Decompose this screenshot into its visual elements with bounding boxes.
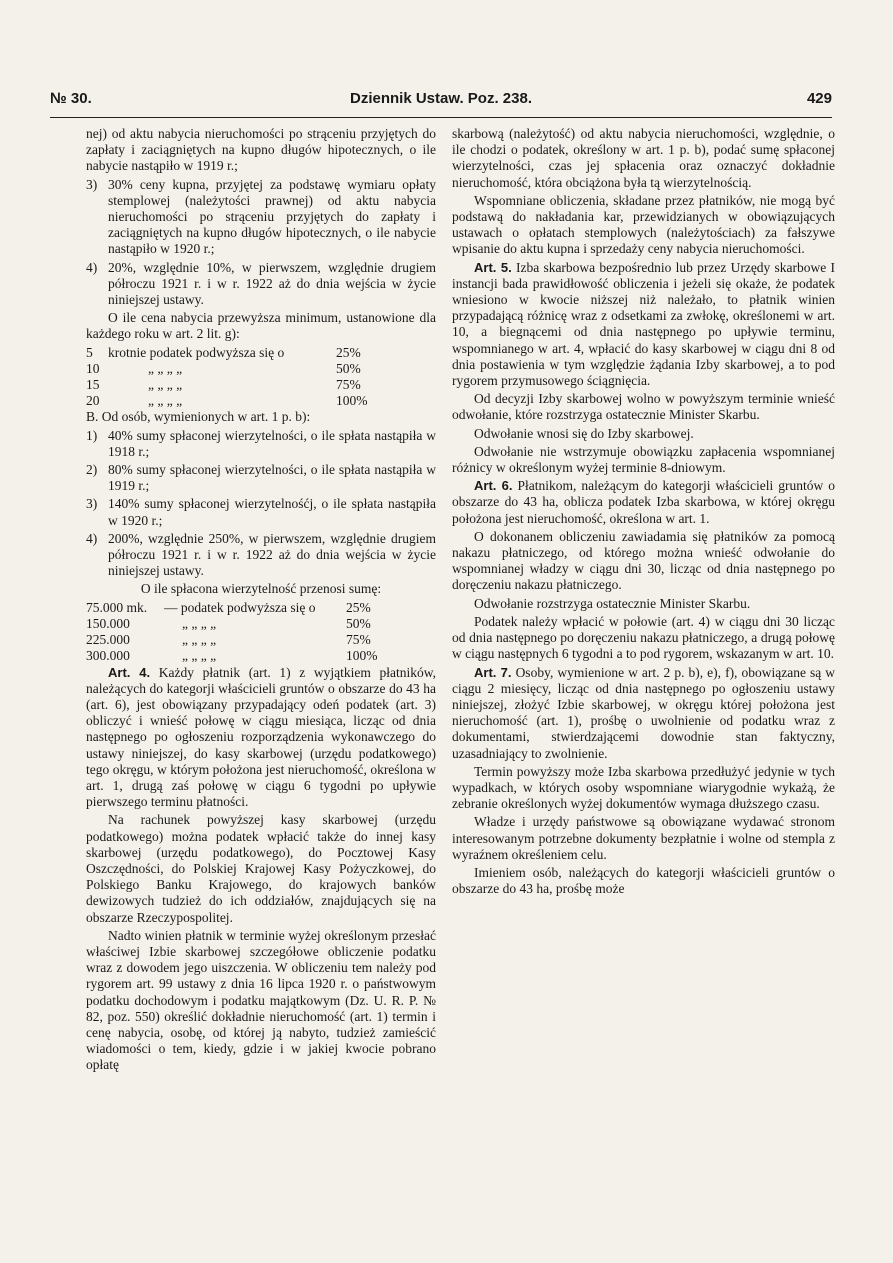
table-row: [86, 345, 436, 361]
paragraph: O ile cena nabycia przewyższa minimum, ustanowione dla każdego roku w art. 2 lit. g):: [86, 310, 436, 342]
cell-a: 300.000: [86, 648, 130, 664]
list-item: [86, 260, 436, 309]
paragraph: Na rachunek powyższej kasy skarbowej (urzędu podatkowego) można podatek wpłacić także do innej kasy skarbowej (urzędu podatkowego), do Pocztowej Kasy Oszczędności, do Polskiej Krajowej Kasy Pożyczkowej, do Polskiego Banku Krajowego, do krajowych banków dewizowych tudzież do ich oddziałów, znajdujących się na obszarze Rzeczypospolitej.: [86, 812, 436, 925]
table-row: [86, 600, 436, 616]
cell-b: „ „ „ „: [182, 648, 217, 664]
cell-b: „ „ „ „: [148, 360, 183, 376]
item-label: 3): [86, 176, 98, 192]
cell-c: 50%: [346, 615, 371, 631]
cell-a: 150.000: [86, 615, 130, 631]
cell-b: „ „ „ „: [148, 377, 183, 393]
cell-c: 25%: [346, 599, 371, 615]
list-item: [86, 177, 436, 258]
article-5: [452, 260, 835, 390]
cell-a: 75.000 mk.: [86, 599, 148, 615]
item-label: 1): [86, 427, 98, 443]
article-7: [452, 665, 835, 762]
item-label: 4): [86, 530, 98, 546]
right-column: [452, 126, 835, 899]
list-item: [86, 531, 436, 580]
paragraph: Nadto winien płatnik w terminie wyżej określonym przesłać właściwej Izbie skarbowej szczegółowe obliczenie podatku wraz z dowodem jego uiszczenia. W obliczeniu tem należy pod rygorem art. 99 ustawy z dnia 16 lipca 1920 r. o państwowym podatku dochodowym i podatku majątkowym (Dz. U. R. P. № 82, poz. 550) określić dokładnie nieruchomość (art. 1) termin i cenę nabycia, osobę, od której ją nabyto, tudzież zamieścić wiadomości o tem, kiedy, gdzie i w jakiej kwocie pobrano opłatę: [86, 927, 436, 1073]
cell-b: krotnie podatek podwyższa się o: [108, 344, 285, 360]
cell-c: 50%: [336, 360, 361, 376]
header-rule: [50, 117, 832, 118]
table-row: [86, 648, 436, 664]
table-row: [86, 361, 436, 377]
left-column: [86, 126, 436, 1076]
article-label: Art. 5.: [474, 259, 512, 275]
table-row: [86, 616, 436, 632]
page-number: 429: [806, 90, 832, 107]
issue-number: № 30.: [50, 90, 92, 107]
list-item: [86, 496, 436, 528]
paragraph: nej) od aktu nabycia nieruchomości po strąceniu przyjętych do zapłaty i zaciągniętych na kupno długów hipotecznych, o ile nabycie nastąpiło w 1919 r.;: [86, 126, 436, 174]
cell-c: 75%: [336, 377, 361, 393]
table-row: [86, 393, 436, 409]
paragraph: Odwołanie wnosi się do Izby skarbowej.: [474, 425, 694, 441]
article-label: Art. 4.: [108, 664, 151, 680]
page-header: [50, 90, 832, 114]
item-text: 140% sumy spłaconej wierzytelnośćj, o ile spłata nastąpiła w 1920 r.;: [108, 496, 436, 528]
paragraph: B. Od osób, wymienionych w art. 1 p. b):: [86, 409, 311, 425]
table-row: [86, 377, 436, 393]
item-text: 80% sumy spłaconej wierzytelności, o ile spłata nastąpiła w 1919 r.;: [108, 462, 436, 494]
cell-c: 75%: [346, 632, 371, 648]
article-label: Art. 6.: [474, 478, 513, 494]
cell-a: 225.000: [86, 632, 130, 648]
paragraph: Wspomniane obliczenia, składane przez płatników, nie mogą być podstawą do nakładania kar, przewidzianych w obowiązujących ustawach o opłatach stemplowych (należytościach) za fałszywe wpisanie do aktu kupna i sprzedaży ceny nabycia nieruchomości.: [452, 192, 835, 257]
item-label: 2): [86, 462, 98, 478]
cell-a: 5: [86, 344, 93, 360]
list-item: [86, 428, 436, 460]
item-label: 3): [86, 496, 98, 512]
item-text: 20%, względnie 10%, w pierwszem, względnie drugiem półroczu 1921 r. i w r. 1922 aż do dnia wejścia w życie niniejszej ustawy.: [108, 259, 436, 308]
item-text: 200%, względnie 250%, w pierwszem, względnie drugiem półroczu 1921 r. i w r. 1922 aż do dnia wejścia w życie niniejszej ustawy.: [108, 530, 436, 579]
paragraph: O dokonanem obliczeniu zawiadamia się płatników za pomocą nakazu płatniczego, od którego można wnieść odwołanie do wspomnianej władzy w ciągu dni 30, licząc od dnia następnego po doręczeniu nakazu płatniczego.: [452, 528, 835, 593]
paragraph: Podatek należy wpłacić w połowie (art. 4) w ciągu dni 30 licząc od dnia następnego po doręczeniu nakazu płatniczego, a drugą połowę w ciągu następnych 6 tygodni a to pod rygorem, wskazanym w art. 10.: [452, 613, 835, 662]
cell-c: 100%: [336, 393, 368, 409]
paragraph: skarbową (należytość) od aktu nabycia nieruchomości, względnie, o ile chodzi o podatek, określony w art. 1 p. b), podać sumę spłaconej wierzytelności, czas jej spłacenia oraz oznaczyć dokładnie nieruchomość, która obciążona była tą wierzytelnością.: [452, 126, 835, 190]
item-label: 4): [86, 259, 98, 275]
cell-b: „ „ „ „: [148, 393, 183, 409]
article-text: Każdy płatnik (art. 1) z wyjątkiem płatników, należących do kategorji właścicieli gruntów o obszarze do 43 ha (art. 6), jest obowiązany przypadający odeń podatek (art. 3) obliczyć i wnieść połowę w ciągu miesiąca, licząc od dnia następnego po ogłoszeniu rozporządzenia wykonawczego do ustawy niniejszej, do kasy skarbowej (urzędu podatkowego) tego okręgu, w którym położona jest nieruchomość, określona w art. 1, drugą zaś połowę w ciągu 6 tygodni po upływie pierwszego terminu płatności.: [86, 664, 436, 810]
article-label: Art. 7.: [474, 664, 512, 680]
paragraph: Odwołanie rozstrzyga ostatecznie Minister Skarbu.: [474, 595, 751, 611]
cell-a: 20: [86, 393, 100, 409]
cell-b: — podatek podwyższa się o: [164, 599, 316, 615]
cell-a: 10: [86, 360, 100, 376]
cell-a: 15: [86, 377, 100, 393]
cell-c: 25%: [336, 344, 361, 360]
rate-table-a: [86, 345, 436, 410]
journal-title: Dziennik Ustaw. Poz. 238.: [350, 90, 532, 107]
item-text: 40% sumy spłaconej wierzytelności, o ile spłata nastąpiła w 1918 r.;: [108, 427, 436, 459]
table-row: [86, 632, 436, 648]
item-text: 30% ceny kupna, przyjętej za podstawę wymiaru opłaty stemplowej (należytości prawnej) od aktu nabycia nieruchomości po strąceniu przyjętych do zapłaty i zaciągniętych na kupno długów hipotecznych, o ile nabycie nastąpiło w 1920 r.;: [108, 176, 436, 257]
list-item: [86, 462, 436, 494]
paragraph: Odwołanie nie wstrzymuje obowiązku zapłacenia wspomnianej różnicy w określonym wyżej terminie 8-dniowym.: [452, 443, 835, 476]
article-6: [452, 478, 835, 527]
article-text: Osoby, wymienione w art. 2 p. b), e), f), obowiązane są w ciągu 2 miesięcy, licząc od dnia następnego po ogłoszeniu ustawy niniejszej, złożyć Izbie skarbowej, w okręgu której położona jest nieruchomość (art. 1), prośbę o uwolnienie od podatku wraz z dokumentami, stwierdzającemi dowodnie stan faktyczny, uzasadniający to zwolnienie.: [452, 664, 836, 761]
paragraph: Termin powyższy może Izba skarbowa przedłużyć jedynie w tych wypadkach, w których osoby wspomniane wiarygodnie wykażą, że zebranie określonych wyżej dokumentów wymaga dłuższego czasu.: [452, 763, 835, 812]
rate-table-b: [86, 600, 436, 665]
cell-b: „ „ „ „: [182, 632, 217, 648]
article-text: Izba skarbowa bezpośrednio lub przez Urzędy skarbowe I instancji bada prawidłowość obliczenia i jeżeli się okaże, że podatek wniesiono w kwocie niższej niż należało, to płatnik winien przypadającą różnicę wraz z odsetkami za zwłokę, określonemi w art. 10, a biegnącemi od dnia następnego po upływie terminu, wspomnianego w art. 4, wpłacić do kasy skarbowej w ciągu dni 8 od dnia postawienia w tym względzie żądania Izby skarbowej, a to pod rygorem przymusowego ściągnięcia.: [452, 259, 836, 389]
cell-c: 100%: [346, 648, 378, 664]
article-text: Płatnikom, należącym do kategorji właścicieli gruntów o obszarze do 43 ha, oblicza podatek Izba skarbowa, w której okręgu położona jest nieruchomość, określona w art. 1.: [452, 478, 835, 526]
article-4: [86, 665, 436, 811]
cell-b: „ „ „ „: [182, 615, 217, 631]
paragraph: Władze i urzędy państwowe są obowiązane wydawać stronom interesowanym potrzebne dokumenty bezpłatnie i wolne od stempla z wyraźnem określeniem celu.: [452, 814, 835, 862]
paragraph: Od decyzji Izby skarbowej wolno w powyższym terminie wnieść odwołanie, które rozstrzyga ostatecznie Minister Skarbu.: [452, 391, 835, 423]
paragraph: Imieniem osób, należących do kategorji właścicieli gruntów o obszarze do 43 ha, prośbę może: [452, 864, 835, 897]
paragraph: O ile spłacona wierzytelność przenosi sumę:: [140, 581, 382, 597]
